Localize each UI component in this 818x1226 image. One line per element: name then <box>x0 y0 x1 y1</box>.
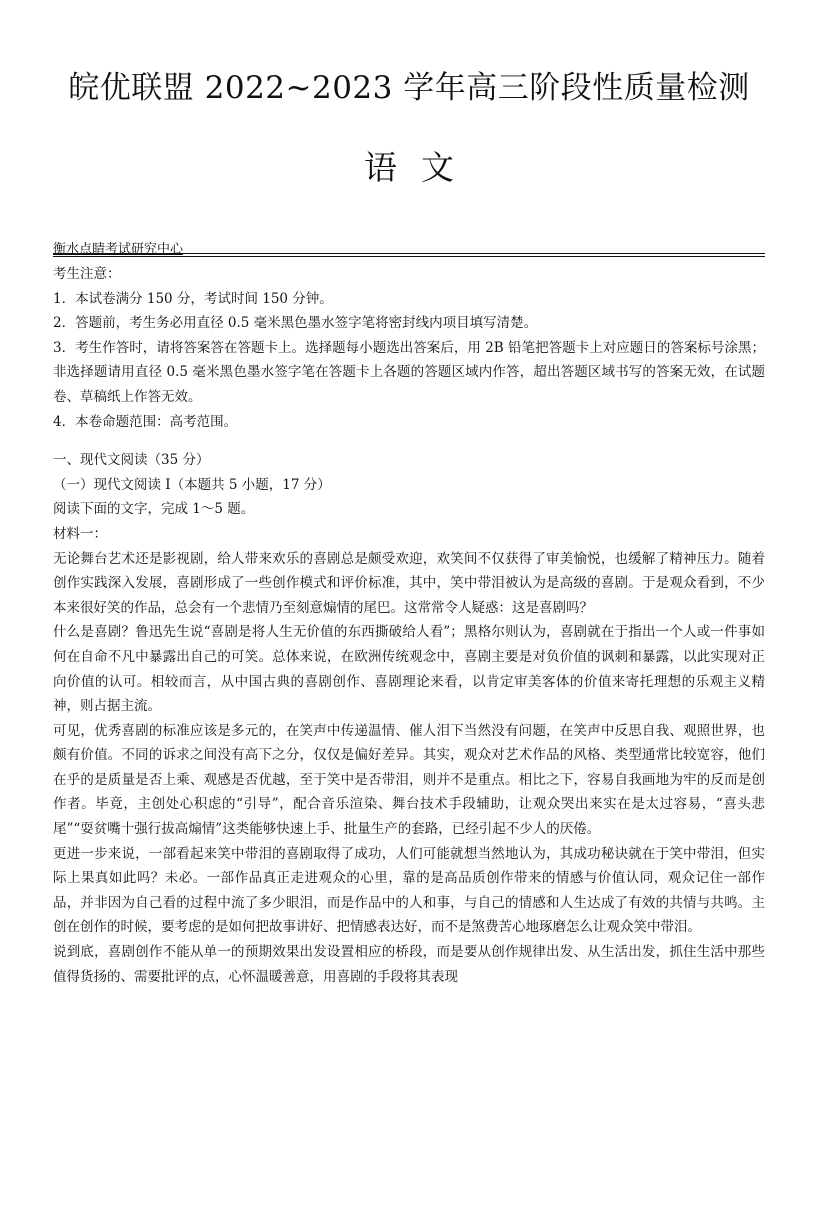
material-paragraph: 无论舞台艺术还是影视剧，给人带来欢乐的喜剧总是颇受欢迎，欢笑间不仅获得了审美愉悦，也缓解了精神压力。随着创作实践深入发展，喜剧形成了一些创作模式和评价标准，其中，笑中带泪被认为是高级的喜剧。于是观众看到，不少本来很好笑的作品，总会有一个悲情乃至刻意煽情的尾巴。这常常令人疑惑：这是喜剧吗？ <box>53 550 765 616</box>
organization-name: 衡水点睛考试研究中心 <box>53 242 184 257</box>
material-paragraph: 什么是喜剧？鲁迅先生说“喜剧是将人生无价值的东西撕破给人看”；黑格尔则认为，喜剧就在于指出一个人或一件事如何在自命不凡中暴露出自己的可笑。总体来说，在欧洲传统观念中，喜剧主要是对负价值的讽刺和暴露，以此实现对正向价值的认可。相较而言，从中国古典的喜剧创作、喜剧理论来看，以肯定审美客体的价值来寄托理想的乐观主义精神，则占据主流。 <box>53 624 765 715</box>
exam-content <box>53 262 765 989</box>
header-divider-top <box>53 253 765 254</box>
exam-title: 皖优联盟 2022~2023 学年高三阶段性质量检测 <box>68 70 750 106</box>
notice-item: 1．本试卷满分 150 分，考试时间 150 分钟。 <box>53 290 333 307</box>
notice-heading: 考生注意： <box>53 266 121 282</box>
material-paragraph: 说到底，喜剧创作不能从单一的预期效果出发设置相应的桥段，而是要从创作规律出发、从生活出发，抓住生活中那些值得货扬的、需要批评的点，心怀温暖善意，用喜剧的手段将其表现 <box>53 944 765 985</box>
notice-item: 2．答题前，考生务必用直径 0.5 毫米黑色墨水签字笔将密封线内项目填写清楚。 <box>53 315 538 332</box>
notice-item: 4．本卷命题范围：高考范围。 <box>53 413 238 430</box>
section-heading: 一、现代文阅读（35 分） <box>53 452 210 469</box>
notice-item: 3．考生作答时，请将答案答在答题卡上。选择题每小题选出答案后，用 2B 铅笔把答题卡上对应题日的答案标号涂黑；非选择题请用直径 0.5 毫米黑色墨水签字笔在答题卡上各题的答题区域内作答，超出答题区域书写的答案无效，在试题卷、草稿纸上作答无效。 <box>53 339 765 405</box>
material-paragraph: 更进一步来说，一部看起来笑中带泪的喜剧取得了成功，人们可能就想当然地认为，其成功秘诀就在于笑中带泪，但实际上果真如此吗？未必。一部作品真正走进观众的心里，靠的是高品质创作带来的情感与价值认同，观众记住一部作品，并非因为自己看的过程中流了多少眼泪，而是作品中的人和事，与自己的情感和人生达成了有效的共情与共鸣。主创在创作的时候，要考虑的是如何把故事讲好、把情感表达好，而不是煞费苦心地琢磨怎么让观众笑中带泪。 <box>53 845 765 936</box>
header-divider-bottom <box>53 256 765 257</box>
reading-instruction: 阅读下面的文字，完成 1～5 题。 <box>53 501 255 518</box>
material-paragraph: 可见，优秀喜剧的标准应该是多元的，在笑声中传递温情、催人泪下当然没有问题，在笑声中反思自我、观照世界，也颇有价值。不同的诉求之间没有高下之分，仅仅是偏好差异。其实，观众对艺术作品的风格、类型通常比较宽容，他们在乎的是质量是否上乘、观感是否优越，至于笑中是否带泪，则并不是重点。相比之下，容易自我画地为牢的反而是创作者。毕竟，主创处心积虑的“引导”，配合音乐渲染、舞台技术手段辅助，让观众哭出来实在是太过容易，“喜头悲尾”“耍贫嘴十强行拔高煽情”这类能够快速上手、批量生产的套路，已经引起不少人的厌倦。 <box>53 722 765 838</box>
subject-title: 语文 <box>364 148 478 187</box>
material-label: 材料一： <box>53 525 107 542</box>
section-gap <box>53 434 765 448</box>
section-subheading: （一）现代文阅读 I（本题共 5 小题，17 分） <box>53 476 331 493</box>
